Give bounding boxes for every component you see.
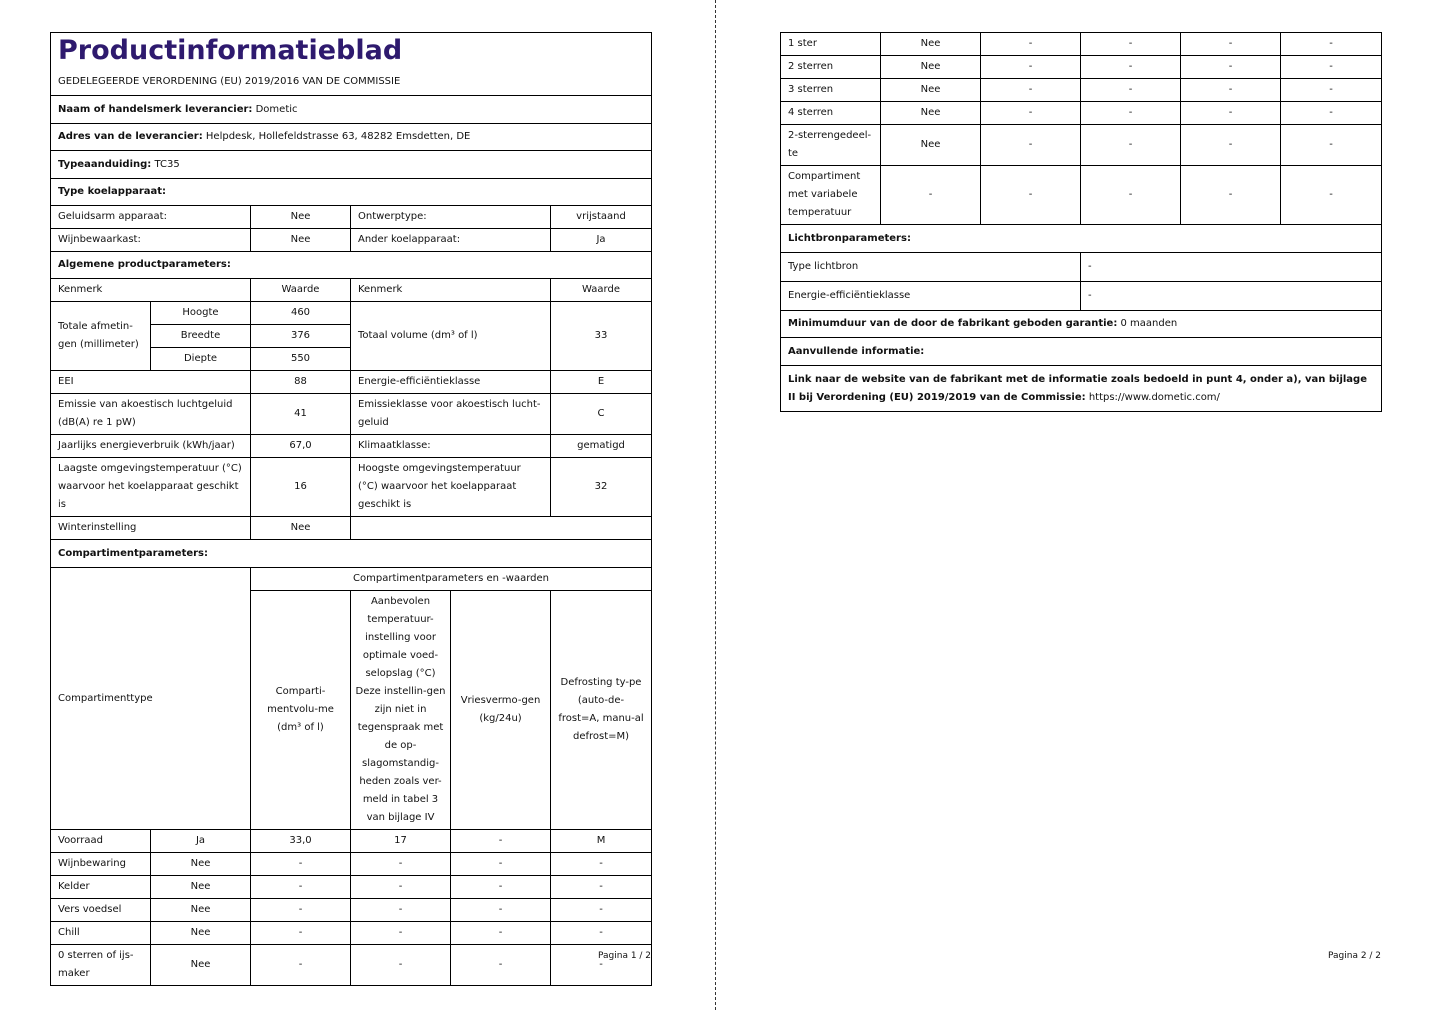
compartment-present: Nee: [151, 945, 251, 986]
width-value: 376: [251, 325, 351, 348]
warranty-label: Minimumduur van de door de fabrikant geboden garantie:: [788, 318, 1118, 329]
compartment-temp: 17: [351, 830, 451, 853]
compartment-row: [51, 945, 652, 986]
manufacturer-link-row: [781, 366, 1382, 412]
product-info-table: [50, 32, 652, 986]
other-appliance-label: Ander koelapparaat:: [351, 229, 551, 252]
compartment-freeze: -: [451, 853, 551, 876]
light-type-value: -: [1081, 253, 1382, 282]
compartment-row: [51, 876, 652, 899]
page-number-1: Pagina 1 / 2: [598, 951, 652, 961]
compartment-present: -: [881, 166, 981, 225]
compartment-defrost: M: [551, 830, 652, 853]
compartment-present: Nee: [881, 33, 981, 56]
depth-value: 550: [251, 348, 351, 371]
max-temp-value: 32: [551, 458, 652, 517]
winter-value: Nee: [251, 517, 351, 540]
max-temp-label: Hoogste omgevingstemperatuur (°C) waarvoor het koelapparaat geschikt is: [351, 458, 551, 517]
compartment-present: Nee: [151, 876, 251, 899]
noise-class-value: C: [551, 394, 652, 435]
kenmerk-header-left: Kenmerk: [51, 279, 251, 302]
compartment-freeze: -: [1181, 79, 1281, 102]
regulation-subtitle: GEDELEGEERDE VERORDENING (EU) 2019/2016 VAN DE COMMISSIE: [58, 75, 401, 87]
compartment-name: 0 sterren of ijs-maker: [51, 945, 151, 986]
width-label: Breedte: [151, 325, 251, 348]
compartment-present: Nee: [881, 102, 981, 125]
compartment-temp: -: [1081, 33, 1181, 56]
compartment-temp: -: [351, 899, 451, 922]
energy-class-label: Energie-efficiëntieklasse: [351, 371, 551, 394]
low-noise-label: Geluidsarm apparaat:: [51, 206, 251, 229]
compartment-name: Chill: [51, 922, 151, 945]
compartment-row: [51, 853, 652, 876]
manufacturer-link[interactable]: https://www.dometic.com/: [1088, 391, 1220, 403]
warranty-row: [781, 311, 1382, 338]
noise-class-label: Emissieklasse voor akoestisch lucht-geluid: [351, 394, 551, 435]
model-label: Typeaanduiding:: [58, 158, 152, 170]
volume-label: Totaal volume (dm³ of l): [351, 302, 551, 371]
compartment-row: [51, 899, 652, 922]
supplier-row: [51, 96, 652, 124]
design-label: Ontwerptype:: [351, 206, 551, 229]
compartment-present: Nee: [881, 56, 981, 79]
compartment-defrost: -: [551, 876, 652, 899]
compartment-freeze: -: [451, 830, 551, 853]
compartment-temp: -: [1081, 125, 1181, 166]
compartment-freeze: -: [1181, 56, 1281, 79]
address-value: Helpdesk, Hollefeldstrasse 63, 48282 Emsdetten, DE: [205, 131, 471, 142]
annual-energy-value: 67,0: [251, 435, 351, 458]
compartment-volume: 33,0: [251, 830, 351, 853]
annual-energy-label: Jaarlijks energieverbruik (kWh/jaar): [51, 435, 251, 458]
compartment-temp: -: [351, 853, 451, 876]
compartment-row: [781, 125, 1382, 166]
defrost-type-header: Defrosting ty-pe (auto-de-frost=A, manu-al defrost=M): [551, 591, 652, 830]
compartment-name: 2 sterren: [781, 56, 881, 79]
type-heading: Type koelapparaat:: [51, 179, 652, 206]
compartment-freeze: -: [1181, 33, 1281, 56]
compartment-volume: -: [981, 102, 1081, 125]
product-info-table-continued: [780, 32, 1382, 412]
compartment-volume: -: [981, 56, 1081, 79]
compartment-temp: -: [1081, 56, 1181, 79]
compartment-volume: -: [981, 79, 1081, 102]
compartment-defrost: -: [1281, 125, 1382, 166]
compartment-temp: -: [1081, 79, 1181, 102]
compartment-volume: -: [251, 899, 351, 922]
compartment-defrost: -: [1281, 79, 1382, 102]
compartment-params-heading: Compartimentparameters:: [51, 540, 652, 568]
low-noise-value: Nee: [251, 206, 351, 229]
compartment-freeze: -: [1181, 125, 1281, 166]
supplier-label: Naam of handelsmerk leverancier:: [58, 103, 253, 115]
page-divider: [715, 0, 716, 1010]
model-row: [51, 151, 652, 179]
page-title: Productinformatieblad: [58, 35, 403, 66]
compartment-volume: -: [251, 945, 351, 986]
light-source-heading: Lichtbronparameters:: [781, 225, 1382, 253]
compartment-row: [781, 33, 1382, 56]
energy-class-value: E: [551, 371, 652, 394]
light-type-label: Type lichtbron: [781, 253, 1081, 282]
compartment-freeze: -: [451, 876, 551, 899]
wine-cabinet-label: Wijnbewaarkast:: [51, 229, 251, 252]
compartment-row: [51, 922, 652, 945]
compartment-row: [781, 56, 1382, 79]
compartment-present: Nee: [151, 899, 251, 922]
recommended-temp-header: Aanbevolen temperatuur-instelling voor optimale voed-selopslag (°C) Deze instellin-gen zijn niet in tegenspraak met de op-slagomstandig-heden zoals ver-meld in tabel 3 van bijlage IV: [351, 591, 451, 830]
compartment-defrost: -: [551, 945, 652, 986]
winter-label: Winterinstelling: [51, 517, 251, 540]
eei-value: 88: [251, 371, 351, 394]
compartment-freeze: -: [451, 899, 551, 922]
eei-label: EEI: [51, 371, 251, 394]
waarde-header-left: Waarde: [251, 279, 351, 302]
kenmerk-header-right: Kenmerk: [351, 279, 551, 302]
compartment-defrost: -: [551, 853, 652, 876]
compartment-name: Vers voedsel: [51, 899, 151, 922]
compartment-volume: -: [981, 33, 1081, 56]
compartment-defrost: -: [1281, 33, 1382, 56]
regulation-cell: [51, 68, 652, 96]
compartment-volume: -: [251, 876, 351, 899]
compartment-present: Nee: [151, 922, 251, 945]
compartment-freeze: -: [451, 945, 551, 986]
design-value: vrijstaand: [551, 206, 652, 229]
compartment-name: 1 ster: [781, 33, 881, 56]
compartment-row: [781, 102, 1382, 125]
additional-info-heading: Aanvullende informatie:: [781, 338, 1382, 366]
min-temp-label: Laagste omgevingstemperatuur (°C) waarvoor het koelapparaat geschikt is: [51, 458, 251, 517]
manufacturer-link-label: Link naar de website van de fabrikant met de informatie zoals bedoeld in punt 4, onder a), van bijlage II bij Verordening (EU) 2019/2019 van de Commissie:: [788, 373, 1367, 403]
title-cell: [51, 33, 652, 69]
volume-value: 33: [551, 302, 652, 371]
supplier-value: Dometic: [255, 103, 298, 115]
compartment-defrost: -: [1281, 102, 1382, 125]
compartment-name: 2-sterrengedeel-te: [781, 125, 881, 166]
depth-label: Diepte: [151, 348, 251, 371]
compartment-temp: -: [351, 922, 451, 945]
compartment-freeze: -: [1181, 166, 1281, 225]
compartment-temp: -: [351, 945, 451, 986]
address-label: Adres van de leverancier:: [58, 131, 203, 142]
climate-class-value: gematigd: [551, 435, 652, 458]
height-label: Hoogte: [151, 302, 251, 325]
compartment-freeze: -: [1181, 102, 1281, 125]
compartment-volume: -: [981, 166, 1081, 225]
compartment-row: [51, 830, 652, 853]
compartment-temp: -: [1081, 102, 1181, 125]
compartment-row: [781, 79, 1382, 102]
model-value: TC35: [154, 158, 180, 170]
page-2: [780, 32, 1381, 412]
compartment-present: Nee: [151, 853, 251, 876]
noise-emission-label: Emissie van akoestisch luchtgeluid (dB(A) re 1 pW): [51, 394, 251, 435]
height-value: 460: [251, 302, 351, 325]
general-params-heading: Algemene productparameters:: [51, 252, 652, 279]
empty-cell: [351, 517, 652, 540]
other-appliance-value: Ja: [551, 229, 652, 252]
compartment-name: Kelder: [51, 876, 151, 899]
compartment-row: [781, 166, 1382, 225]
waarde-header-right: Waarde: [551, 279, 652, 302]
warranty-value: 0 maanden: [1120, 318, 1178, 329]
compartment-defrost: -: [551, 899, 652, 922]
light-class-label: Energie-efficiëntieklasse: [781, 282, 1081, 311]
compartment-defrost: -: [1281, 166, 1382, 225]
compartment-volume: -: [251, 922, 351, 945]
compartment-present: Ja: [151, 830, 251, 853]
compartment-type-label: Compartimenttype: [51, 568, 251, 830]
wine-cabinet-value: Nee: [251, 229, 351, 252]
noise-emission-value: 41: [251, 394, 351, 435]
freezing-capacity-header: Vriesvermo-gen (kg/24u): [451, 591, 551, 830]
address-row: [51, 124, 652, 151]
min-temp-value: 16: [251, 458, 351, 517]
compartment-freeze: -: [451, 922, 551, 945]
compartment-name: Compartiment met variabele temperatuur: [781, 166, 881, 225]
page-number-2: Pagina 2 / 2: [1328, 951, 1382, 961]
compartment-volume: -: [251, 853, 351, 876]
light-class-value: -: [1081, 282, 1382, 311]
compartment-defrost: -: [1281, 56, 1382, 79]
compartment-name: 3 sterren: [781, 79, 881, 102]
compartment-name: 4 sterren: [781, 102, 881, 125]
climate-class-label: Klimaatklasse:: [351, 435, 551, 458]
compartment-name: Voorraad: [51, 830, 151, 853]
dimensions-label: Totale afmetin-gen (millimeter): [51, 302, 151, 371]
compartment-temp: -: [351, 876, 451, 899]
compartment-params-header: Compartimentparameters en -waarden: [251, 568, 652, 591]
compartment-volume: -: [981, 125, 1081, 166]
compartment-present: Nee: [881, 79, 981, 102]
compartment-volume-header: Comparti-mentvolu-me (dm³ of l): [251, 591, 351, 830]
compartment-name: Wijnbewaring: [51, 853, 151, 876]
compartment-defrost: -: [551, 922, 652, 945]
compartment-temp: -: [1081, 166, 1181, 225]
compartment-present: Nee: [881, 125, 981, 166]
page-1: [50, 32, 651, 986]
